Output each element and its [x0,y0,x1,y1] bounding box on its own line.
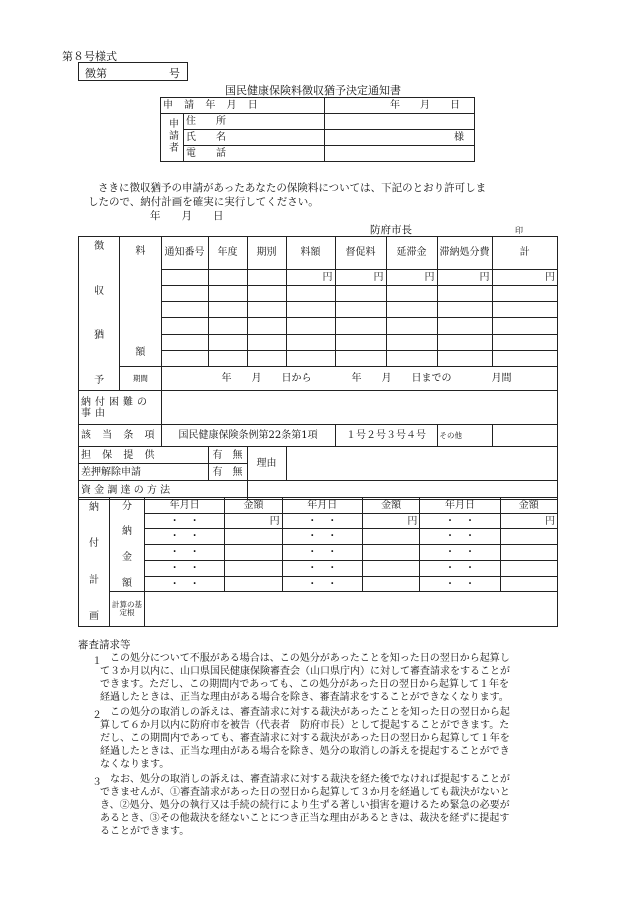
clause-law: 国民健康保険条例第22条第1項 [161,425,335,447]
cell[interactable] [247,269,286,285]
date-cell[interactable]: ・ ・ [282,545,362,561]
issue-date: 年 月 日 [150,210,224,222]
header-dunning-fee: 督促料 [335,237,386,270]
amount-cell[interactable] [500,560,557,576]
note-line: 算して６か月以内に防府市を被告（代表者 防府市長）として提起することができます。た [100,720,510,731]
unit-yen: 円 [492,269,557,285]
cell[interactable] [247,318,286,334]
note-line: この処分について不服がある場合は、この処分があったことを知った日の翌日から起算し [110,653,510,664]
date-cell[interactable]: ・ ・ [145,545,225,561]
date-cell[interactable]: ・ ・ [145,576,225,592]
note-item [92,706,562,771]
amount-cell[interactable] [500,545,557,561]
funding-method-label: 資 金 調 達 の 方 法 [79,481,248,500]
address-label: 住 所 [184,114,325,130]
cell[interactable] [386,350,437,366]
calculation-basis-label: 計算の基定根 [110,592,145,627]
form-number: 第８号様式 [62,50,117,63]
header-disposal-cost: 滞納処分費 [437,237,492,270]
seizure-yes-no[interactable]: 有 無 [208,464,247,481]
note-line: なお、処分の取消しの訴えは、審査請求に対する裁決を経た後でなければ提起することが [110,774,510,785]
collateral-yes-no[interactable]: 有 無 [208,447,247,464]
phone-label: 電 話 [184,146,325,162]
col-date: 年月日 [145,498,225,514]
note-line: この処分の取消しの訴えは、審査請求に対する裁決があったことを知った日の翌日から起 [110,707,510,718]
note-number: １ [92,656,102,667]
header-late-fee: 延滞金 [386,237,437,270]
installment-char-4: 額 [122,577,132,589]
cell[interactable] [247,285,286,301]
unit-yen: 円 [386,269,437,285]
intro-line-1: さきに徴収猶予の申請があったあなたの保険料については、下記のとおり許可しま [98,182,487,194]
document-title: 国民健康保険料徴収猶予決定通知書 [225,84,401,97]
cell[interactable] [208,269,247,285]
amount-cell[interactable] [362,529,419,545]
header-total: 計 [492,237,557,270]
clause-other-field[interactable] [492,425,557,447]
cell[interactable] [286,350,335,366]
cell[interactable] [335,318,386,334]
cell[interactable] [386,285,437,301]
applicant-table [160,97,475,162]
cell[interactable] [492,302,557,318]
table-row [79,529,558,545]
difficulty-reason-field[interactable] [161,391,557,425]
cell[interactable] [335,285,386,301]
cell[interactable] [492,318,557,334]
calculation-basis-field[interactable] [145,592,558,627]
note-item [92,773,562,838]
table-row [79,513,558,529]
note-line: できます。ただし、この期間内であっても、この処分があった日の翌日から起算して１年を [100,679,509,690]
date-cell[interactable]: ・ ・ [282,576,362,592]
note-line: 経過したときは、正当な理由がある場合を除き、審査請求をすることができなくなります。 [100,692,509,703]
applicant-side-text: 申請者 [166,118,178,154]
note-number: ２ [92,710,102,721]
clause-items: １号２号３号４号 [335,425,437,447]
amount-cell[interactable]: 円 [225,513,282,529]
note-line: できませんが、①審査請求があった日の翌日から起算して３か月を経過しても裁決がないと [100,787,510,798]
note-line: 経過したときは、正当な理由がある場合を除き、処分の取消しの訴えを提起することができ [100,746,510,757]
amount-cell[interactable] [225,545,282,561]
amount-cell[interactable] [225,560,282,576]
cell[interactable] [437,285,492,301]
cell[interactable] [161,350,208,366]
cell[interactable] [208,334,247,350]
side-char-3: 猶 [94,330,105,342]
date-cell[interactable]: ・ ・ [420,529,500,545]
cell[interactable] [437,334,492,350]
document-number-box [78,62,188,81]
col-amount: 金額 [362,498,419,514]
cell[interactable] [161,285,208,301]
amount-cell[interactable] [225,529,282,545]
period-label: 期間 [120,367,161,391]
deferment-table [78,236,558,500]
unit-yen: 円 [286,269,335,285]
date-cell[interactable]: ・ ・ [420,560,500,576]
reason-label: 理由 [247,447,286,481]
header-premium: 料額 [286,237,335,270]
plan-char-2: 付 [89,538,99,550]
note-line: て３か月以内に、山口県国民健康保険審査会（山口県庁内）に対して審査請求をすることが [100,666,510,677]
issuer-name: 防府市長 [370,224,412,236]
note-line: だし、この期間内であっても、審査請求に対する裁決があった日の翌日から起算して１年を [100,733,510,744]
header-fiscal-year: 年度 [208,237,247,270]
cell[interactable] [386,318,437,334]
unit-yen: 円 [437,269,492,285]
date-cell[interactable]: ・ ・ [420,513,500,529]
date-cell[interactable]: ・ ・ [145,560,225,576]
unit-yen: 円 [335,269,386,285]
collateral-label: 担 保 提 供 [79,447,209,464]
cell[interactable] [161,318,208,334]
date-cell[interactable]: ・ ・ [282,513,362,529]
name-field[interactable] [325,130,475,146]
note-item [92,652,562,704]
side-char-2: 収 [94,285,105,297]
notes-section [92,652,562,838]
cell[interactable] [161,269,208,285]
address-field[interactable] [325,114,475,130]
amount-char-2: 額 [135,346,146,358]
table-row [79,560,558,576]
deferment-side-label [79,237,120,391]
date-cell[interactable]: ・ ・ [420,576,500,592]
note-line: あるとき、③その他裁決を経ないことにつき正当な理由があるときは、裁決を経ずに提起す [100,813,510,824]
name-label: 氏 名 [184,130,325,146]
table-row [79,545,558,561]
phone-field[interactable] [325,146,475,162]
seal-mark: 印 [515,226,523,235]
payment-plan-side-label [79,498,110,627]
intro-line-2: したので、納付計画を確実に実行してください。 [88,196,319,208]
seizure-release-label: 差押解除申請 [79,464,209,481]
header-notice-number: 通知番号 [161,237,208,270]
cell[interactable] [208,302,247,318]
installment-char-3: 金 [122,552,132,564]
col-amount: 金額 [225,498,282,514]
cell[interactable] [286,318,335,334]
header-period: 期別 [247,237,286,270]
cell[interactable] [161,334,208,350]
cell[interactable] [247,350,286,366]
cell[interactable] [437,318,492,334]
side-char-1: 徴 [94,241,105,252]
amount-cell[interactable] [500,576,557,592]
difficulty-reason-label: 納付困難の事由 [79,391,162,425]
plan-char-3: 計 [89,574,99,586]
date-cell[interactable]: ・ ・ [145,513,225,529]
amount-cell[interactable]: 円 [500,513,557,529]
collateral-reason-field[interactable] [286,447,557,481]
col-amount: 金額 [500,498,557,514]
plan-char-1: 納 [89,502,99,513]
cell[interactable] [247,302,286,318]
application-date-text: 年 月 日 [390,100,460,111]
name-suffix: 様 [454,132,464,143]
side-char-4: 予 [94,374,105,386]
cell[interactable] [437,350,492,366]
cell[interactable] [247,334,286,350]
cell[interactable] [492,350,557,366]
cell[interactable] [492,285,557,301]
amount-side-label [120,237,161,367]
note-number: ３ [92,777,102,788]
amount-cell[interactable] [362,545,419,561]
period-value[interactable]: 年 月 日から 年 月 日までの 月間 [161,367,557,391]
col-date: 年月日 [282,498,362,514]
clause-label: 該 当 条 項 [79,425,162,447]
cell[interactable] [437,302,492,318]
amount-char-1: 料 [135,245,146,257]
plan-char-4: 画 [89,610,99,622]
note-line: なくなります。 [100,759,170,770]
cell[interactable] [208,285,247,301]
amount-cell[interactable] [362,560,419,576]
cell[interactable] [386,302,437,318]
cell[interactable] [286,302,335,318]
amount-cell[interactable]: 円 [362,513,419,529]
cell[interactable] [208,318,247,334]
application-date-label: 申 請 年 月 日 [161,98,325,114]
amount-cell[interactable] [225,576,282,592]
cell[interactable] [335,350,386,366]
cell[interactable] [161,302,208,318]
date-cell[interactable]: ・ ・ [282,560,362,576]
amount-cell[interactable] [500,529,557,545]
installment-side-label [110,498,145,592]
applicant-side-label [161,114,184,162]
installment-char-2: 納 [122,526,132,538]
cell[interactable] [492,334,557,350]
cell[interactable] [386,334,437,350]
note-line: き、②処分、処分の執行又は手続の続行により生ずる著しい損害を避けるため緊急の必要が [100,800,510,811]
cell[interactable] [208,350,247,366]
amount-cell[interactable] [362,576,419,592]
date-cell[interactable]: ・ ・ [420,545,500,561]
clause-other: その他 [437,425,492,447]
document-number-prefix: 徴第 [85,67,107,80]
note-line: ることができます。 [100,826,190,837]
application-date-value[interactable] [325,98,475,114]
cell[interactable] [335,302,386,318]
date-cell[interactable]: ・ ・ [145,529,225,545]
installment-char-1: 分 [122,500,132,512]
cell[interactable] [286,334,335,350]
cell[interactable] [335,334,386,350]
date-cell[interactable]: ・ ・ [282,529,362,545]
table-row [79,576,558,592]
notes-title: 審査請求等 [78,639,131,651]
document-number-suffix: 号 [169,67,180,80]
payment-plan-table [78,497,558,627]
cell[interactable] [286,285,335,301]
col-date: 年月日 [420,498,500,514]
